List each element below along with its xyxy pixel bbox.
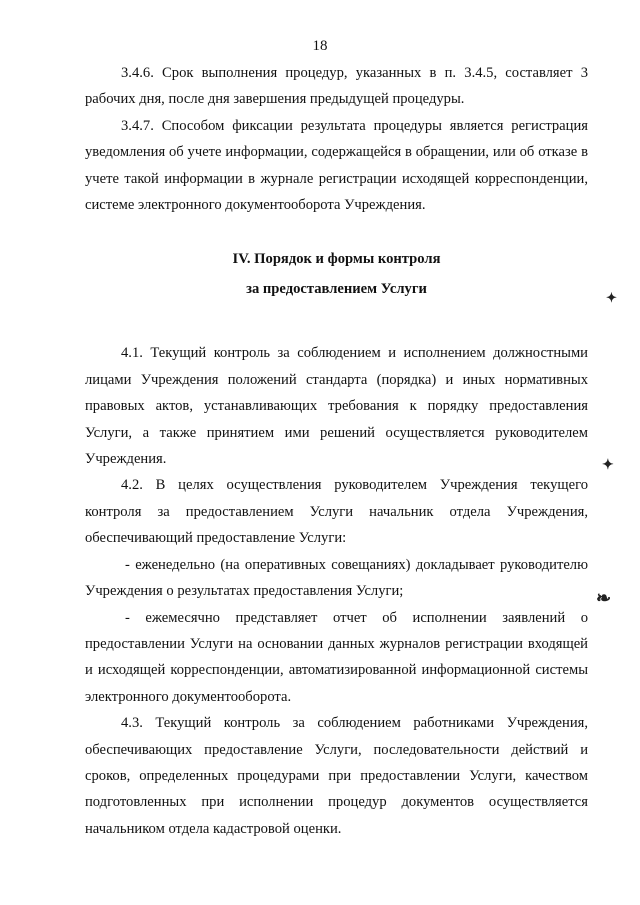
paragraph-3-4-6: 3.4.6. Срок выполнения процедур, указанных в п. 3.4.5, составляет 3 рабочих дня, после дня завершения предыдущей процедуры. (85, 65, 588, 108)
paragraph-4-2: 4.2. В целях осуществления руководителем Учреждения текущего контроля за предоставлением Услуги начальник отдела Учреждения, обеспечивающий предоставление Услуги: (85, 477, 588, 547)
scan-mark-bottom: ❧ (596, 588, 612, 608)
bullet-weekly: - еженедельно (на оперативных совещаниях) докладывает руководителю Учреждения о результатах предоставления Услуги; (85, 556, 588, 600)
section-heading-line2: за предоставлением Услуги (246, 281, 427, 298)
document-body (85, 60, 588, 842)
paragraph-4-1: 4.1. Текущий контроль за соблюдением и исполнением должностными лицами Учреждения положений стандарта (порядка) и иных нормативных правовых актов, устанавливающих требования к порядку предоставления Услуги, а также принятием ими решений осуществляется руководителем Учреждения. (85, 345, 588, 468)
scan-mark-middle: ✦ (602, 458, 614, 473)
section-heading (85, 244, 588, 304)
bullet-monthly: - ежемесячно представляет отчет об исполнении заявлений о предоставлении Услуги на основании данных журналов регистрации входящей и исходящей корреспонденции, автоматизированной информационной системы электронного документооборота. (85, 609, 588, 705)
page-number: 18 (312, 38, 328, 54)
paragraph-3-4-7: 3.4.7. Способом фиксации результата процедуры является регистрация уведомления об учете информации, содержащейся в обращении, или об отказе в учете такой информации в журнале регистрации исходящей корреспонденции, системе электронного документооборота Учреждения. (85, 117, 588, 214)
scan-mark-top: ✦ (606, 290, 617, 305)
section-heading-line1: IV. Порядок и формы контроля (232, 251, 441, 268)
paragraph-4-3: 4.3. Текущий контроль за соблюдением работниками Учреждения, обеспечивающих предоставление Услуги, последовательности действий и сроков, определенных процедурами при предоставлении Услуги, качеством подготовленных при исполнении процедур документов осуществляется начальником отдела кадастровой оценки. (85, 715, 588, 837)
